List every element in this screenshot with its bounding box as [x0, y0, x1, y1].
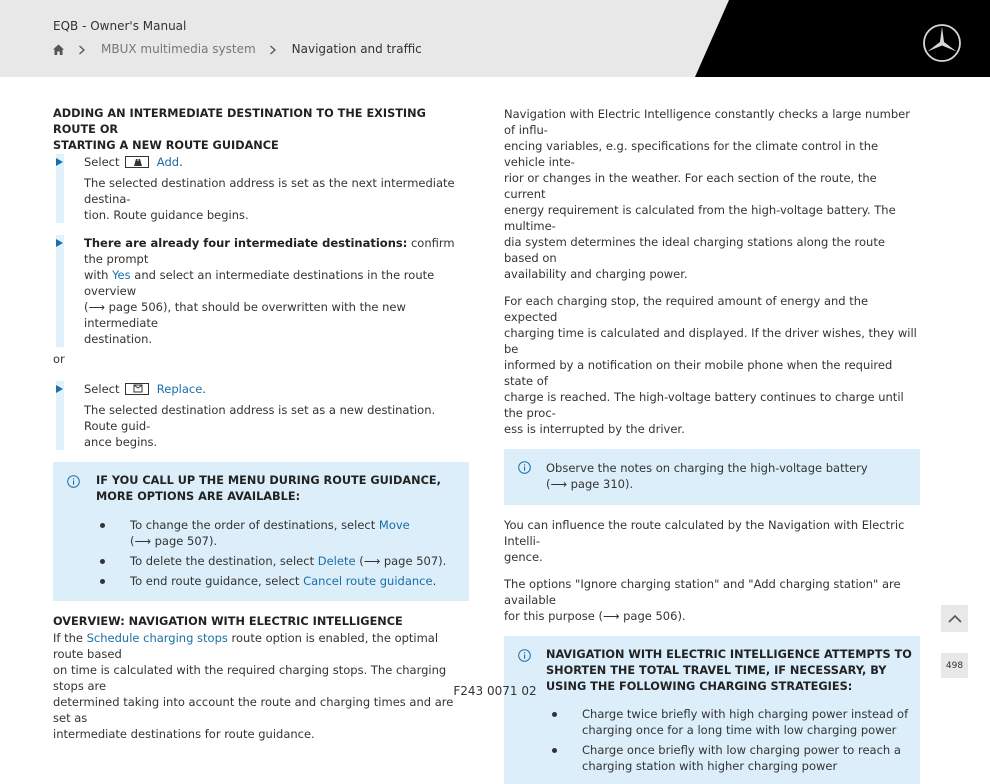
page-number: 498 — [941, 653, 968, 678]
chevron-right-icon — [78, 44, 86, 54]
overview-paragraph: If the Schedule charging stops route option is enabled, the optimal route based on time is calculated with the required charging stops. The charging stops are determined taking into account the route and charging times and are set as intermediate destinations for route guidance. — [53, 631, 454, 741]
info-note: NAVIGATION WITH ELECTRIC INTELLIGENCE ATTEMPTS TO SHORTEN THE TOTAL TRAVEL TIME, IF NECESSARY, BY USING THE FOLLOWING CHARGING STRATEGIES: Charge twice briefly with high charging power instead of charging once for a long time with low charging power Charge once briefly with low charging power to reach a charging station with higher charging power — [504, 636, 920, 784]
info-icon — [67, 475, 80, 488]
breadcrumb — [52, 42, 422, 56]
image-code: F243 0071 02 — [453, 684, 537, 698]
move-link[interactable]: Move — [378, 518, 410, 532]
mercedes-star-icon[interactable] — [922, 23, 962, 63]
list-item: Charge twice briefly with high charging power instead of charging once for a long time with low charging power — [552, 706, 912, 738]
schedule-charging-stops-link[interactable]: Schedule charging stops — [86, 631, 228, 645]
list-item: Charge once briefly with low charging power to reach a charging station with higher charging power — [552, 742, 912, 774]
replace-link[interactable]: Replace — [156, 382, 203, 396]
list-item: To delete the destination, select Delete (⟶ page 507). — [100, 553, 460, 569]
step-overwrite: There are already four intermediate destinations: confirm the prompt with Yes and select an intermediate destinations in the route overview (⟶ page 506), that should be overwritten with the new intermediate destination. — [53, 235, 469, 347]
cancel-route-guidance-link[interactable]: Cancel route guidance — [303, 574, 433, 588]
scroll-to-top-button[interactable] — [941, 605, 968, 632]
step-result: The selected destination address is set as the next intermediate destina- tion. Route guidance begins. — [84, 176, 455, 222]
info-note: IF YOU CALL UP THE MENU DURING ROUTE GUIDANCE, MORE OPTIONS ARE AVAILABLE: To change the order of destinations, select Move (⟶ page 507). To delete the destination, select Delete (⟶ page 507). To end route guidance, select Cancel route guidance. — [53, 462, 469, 601]
step-arrow-icon — [56, 239, 63, 247]
right-column — [504, 106, 920, 784]
step-arrow-icon — [56, 158, 63, 166]
add-link[interactable]: Add — [156, 155, 180, 169]
breadcrumb-section[interactable]: MBUX multimedia system — [101, 42, 256, 56]
paragraph: For each charging stop, the required amount of energy and the expected charging time is calculated and displayed. If the driver wishes, they will be informed by a notification on their mobile phone when the required state of charge is reached. The high-voltage battery continues to charge until the proc- ess is interrupted by the driver. — [504, 294, 917, 436]
step-arrow-icon — [56, 385, 63, 393]
chevron-right-icon — [269, 44, 277, 54]
list-item: To end route guidance, select Cancel route guidance. — [100, 573, 460, 589]
info-icon — [518, 649, 531, 662]
step-result: The selected destination address is set as a new destination. Route guid- ance begins. — [84, 403, 436, 449]
paragraph: The options "Ignore charging station" and "Add charging station" are available for this purpose (⟶ page 506). — [504, 577, 901, 623]
yes-link[interactable]: Yes — [112, 268, 131, 282]
header-black-band — [0, 0, 990, 77]
add-destination-icon — [125, 156, 149, 168]
or-label: or — [53, 352, 65, 366]
step-add: Select Add. The selected destination address is set as the next intermediate destina- tion. Route guidance begins. — [53, 154, 469, 223]
replace-destination-icon — [125, 383, 149, 395]
left-column — [53, 106, 469, 742]
step-replace: Select Replace. The selected destination address is set as a new destination. Route guid- ance begins. — [53, 381, 469, 450]
breadcrumb-current: Navigation and traffic — [291, 42, 422, 56]
delete-link[interactable]: Delete — [317, 554, 356, 568]
info-note: Observe the notes on charging the high-voltage battery (⟶ page 310). — [504, 449, 920, 505]
manual-title: EQB - Owner's Manual — [53, 19, 187, 33]
chevron-up-icon — [948, 614, 962, 623]
home-icon[interactable] — [52, 43, 65, 56]
list-item: To change the order of destinations, select Move (⟶ page 507). — [100, 517, 460, 549]
paragraph: Navigation with Electric Intelligence constantly checks a large number of influ- encing variables, e.g. specifications for the climate control in the vehicle inte- rior or changes in the weather. For each section of the route, the current energy requirement is calculated from the high-voltage battery. The multime- dia system determines the ideal charging stations along the route based on availability and charging power. — [504, 107, 910, 281]
page-header — [0, 0, 990, 77]
section-heading: ADDING AN INTERMEDIATE DESTINATION TO THE EXISTING ROUTE OR STARTING A NEW ROUTE GUIDANCE — [53, 107, 426, 152]
paragraph: You can influence the route calculated by the Navigation with Electric Intelli- gence. — [504, 518, 905, 564]
section-heading: OVERVIEW: NAVIGATION WITH ELECTRIC INTELLIGENCE — [53, 615, 403, 628]
info-icon — [518, 461, 531, 474]
